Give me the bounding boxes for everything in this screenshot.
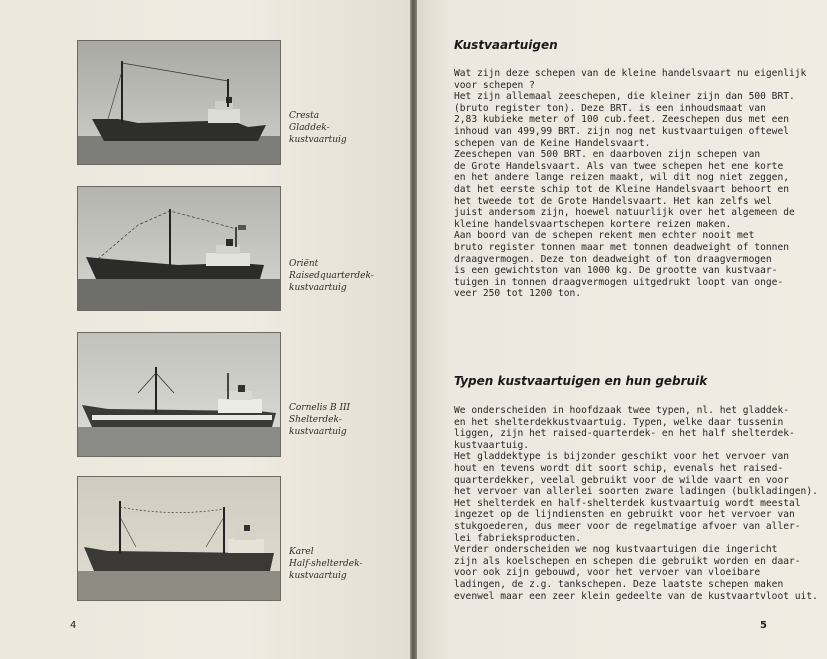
photo-caption-cornelis bbox=[289, 402, 404, 438]
text-line: zijn als koelschepen en schepen die gebruikt worden en daar- bbox=[454, 555, 801, 567]
text-line: het tweede tot de Grote Handelsvaart. Het kan zelfs wel bbox=[454, 195, 772, 207]
ship-photo-cornelis bbox=[77, 332, 281, 457]
ship-photo-karel bbox=[77, 476, 281, 601]
caption-line: Raisedquarterdek- bbox=[289, 271, 374, 281]
caption-line: Half-shelterdek- bbox=[289, 559, 363, 569]
caption-line: kustvaartuig bbox=[289, 283, 347, 293]
left-page bbox=[0, 0, 410, 659]
text-line: Het shelterdek en half-shelterdek kustvaartuig wordt meestal bbox=[454, 497, 801, 509]
text-line: veer 250 tot 1200 ton. bbox=[454, 288, 582, 300]
text-line: evenwel maar een zeer klein gedeelte van de kustvaartvloot uit. bbox=[454, 590, 818, 602]
text-line: kustvaartuig. bbox=[454, 439, 530, 451]
book-gutter bbox=[410, 0, 417, 659]
ship-photo-cresta bbox=[77, 40, 281, 165]
text-line: Aan boord van de schepen rekent men echter nooit met bbox=[454, 230, 755, 242]
text-line: schepen van de Keine Handelsvaart. bbox=[454, 137, 651, 149]
caption-line: Oriënt bbox=[289, 259, 319, 269]
text-line: ingezet op de lijndiensten en gebruikt voor het vervoer van bbox=[454, 509, 795, 521]
text-line: Het gladdektype is bijzonder geschikt voor het vervoer van bbox=[454, 451, 790, 463]
ship-photo-icon bbox=[78, 477, 280, 600]
caption-line: Shelterdek- bbox=[289, 415, 342, 425]
text-line: quarterdekker, veelal gebruikt voor de wilde vaart en voor bbox=[454, 474, 790, 486]
text-line: kleine handelsvaartschepen kortere reizen maken. bbox=[454, 218, 732, 230]
text-line: de Grote Handelsvaart. Als van twee schepen het ene korte bbox=[454, 160, 784, 172]
text-line: draagvermogen. Deze ton deadweight of ton draagvermogen bbox=[454, 253, 772, 265]
right-page bbox=[417, 0, 827, 659]
text-line: en het shelterdekkustvaartuig. Typen, welke daar tussenin bbox=[454, 416, 784, 428]
photo-caption-karel bbox=[289, 546, 404, 582]
text-line: (bruto register ton). Deze BRT. is een inhoudsmaat van bbox=[454, 102, 766, 114]
text-line: We onderscheiden in hoofdzaak twee typen, nl. het gladdek- bbox=[454, 405, 790, 416]
text-line: ladingen, de z.g. tankschepen. Deze laatste schepen maken bbox=[454, 578, 784, 590]
page-number-right: 5 bbox=[760, 620, 767, 631]
section-body-typen bbox=[454, 405, 818, 602]
ship-photo-icon bbox=[78, 41, 280, 164]
photo-caption-orient bbox=[289, 258, 404, 294]
ship-photo-icon bbox=[78, 187, 280, 310]
text-line: bruto register tonnen maar met tonnen deadweight of tonnen bbox=[454, 241, 790, 253]
text-line: Verder onderscheiden we nog kustvaartuigen die ingericht bbox=[454, 544, 778, 556]
ship-photo-orient bbox=[77, 186, 281, 311]
text-line: en het andere lange reizen maakt, wil dit nog niet zeggen, bbox=[454, 172, 790, 184]
caption-line: kustvaartuig bbox=[289, 427, 347, 437]
caption-line: kustvaartuig bbox=[289, 571, 347, 581]
text-line: voor schepen ? bbox=[454, 79, 535, 91]
text-line: voor ook zijn gebouwd, voor het vervoer van vloeibare bbox=[454, 567, 761, 579]
text-line: inhoud van 499,99 BRT. zijn nog net kustvaartuigen oftewel bbox=[454, 125, 790, 137]
section-heading-typen: Typen kustvaartuigen en hun gebruik bbox=[454, 374, 708, 388]
caption-line: Cornelis B III bbox=[289, 403, 351, 413]
text-line: het vervoer van allerlei soorten zware ladingen (bulkladingen). bbox=[454, 486, 818, 498]
text-line: dat het eerste schip tot de Kleine Handelsvaart behoort en bbox=[454, 183, 790, 195]
text-line: Wat zijn deze schepen van de kleine handelsvaart nu eigenlijk bbox=[454, 68, 807, 79]
text-line: liggen, zijn het raised-quarterdek- en het half shelterdek- bbox=[454, 428, 795, 440]
photo-caption-cresta bbox=[289, 110, 404, 146]
text-line: Zeeschepen van 500 BRT. en daarboven zijn schepen van bbox=[454, 149, 761, 161]
text-line: stukgoederen, dus meer voor de regelmatige afvoer van aller- bbox=[454, 520, 801, 532]
text-line: Het zijn allemaal zeeschepen, die kleiner zijn dan 500 BRT. bbox=[454, 91, 795, 103]
section-heading-kustvaartuigen: Kustvaartuigen bbox=[454, 38, 558, 52]
text-line: is een gewichtston van 1000 kg. De grootte van kustvaar- bbox=[454, 265, 778, 277]
text-line: hout en tevens wordt dit soort schip, evenals het raised- bbox=[454, 462, 784, 474]
text-line: 2,83 kubieke meter of 100 cub.feet. Zeeschepen dus met een bbox=[454, 114, 790, 126]
page-number-left: 4 bbox=[70, 620, 77, 631]
caption-line: Gladdek- bbox=[289, 123, 330, 133]
caption-line: Karel bbox=[289, 547, 314, 557]
caption-line: kustvaartuig bbox=[289, 135, 347, 145]
text-line: lei fabrieksproducten. bbox=[454, 532, 582, 544]
section-body-kustvaartuigen bbox=[454, 68, 807, 300]
ship-photo-icon bbox=[78, 333, 280, 456]
text-line: juist andersom zijn, hoewel natuurlijk over het algemeen de bbox=[454, 207, 795, 219]
caption-line: Cresta bbox=[289, 111, 320, 121]
text-line: tuigen in tonnen draagvermogen uitgedrukt loopt van onge- bbox=[454, 276, 784, 288]
